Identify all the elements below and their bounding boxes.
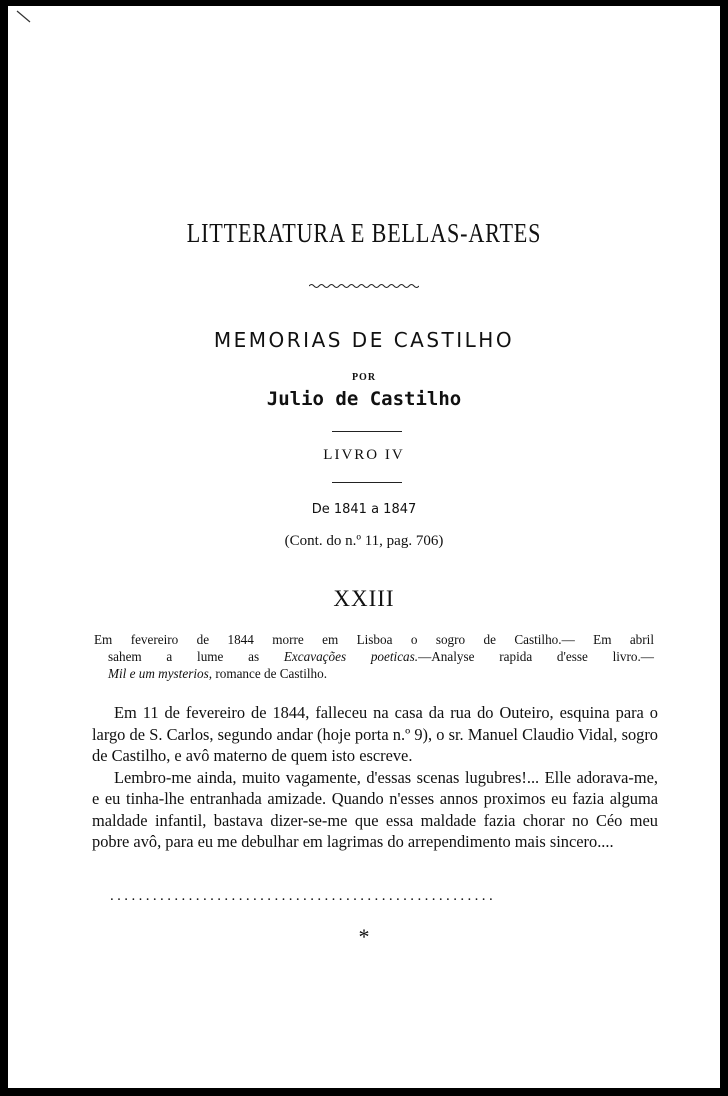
wavy-line-icon [309, 282, 419, 290]
summary-text: —Analyse rapida d'esse livro.— [418, 649, 654, 664]
year-range: De 1841 a 1847 [311, 502, 417, 517]
document-page [8, 6, 720, 1088]
section-title: LITTERATURA E BELLAS-ARTES [186, 218, 542, 248]
divider-rule [332, 431, 402, 432]
divider-rule [332, 482, 402, 483]
paragraph: Em 11 de fevereiro de 1844, falleceu na casa da rua do Outeiro, esquina para o largo de S. Carlos, segundo andar (hoje porta n.º 9), o sr. Manuel Claudio Vidal, sogro de Castilho, e avô materno de quem isto escreve. [92, 703, 658, 765]
asterisk-ornament: * [358, 924, 370, 949]
book-number: LIVRO IV [323, 447, 405, 463]
corner-stroke-mark [16, 10, 32, 24]
summary-line: Em fevereiro de 1844 morre em Lisboa o sogro de Castilho.— Em abril [94, 632, 654, 647]
ellipsis-line: ...................................................... [110, 888, 497, 904]
summary-text: sahem a lume as [108, 649, 284, 664]
summary-line [94, 648, 654, 665]
byline-label: POR [351, 372, 377, 383]
summary-italic: Mil e um mysterios, [108, 666, 213, 681]
body-text [92, 702, 658, 853]
wavy-divider [8, 282, 720, 290]
paragraph: Lembro-me ainda, muito vagamente, d'essas scenas lugubres!... Elle adorava-me, e eu tinha-lhe entranhada amizade. Quando n'esses annos proximos eu fazia alguma maldade infantil, bastava dizer-se-me que essa maldade fazia chorar no Céo meu pobre avô, para eu me debulhar em lagrimas do arrependimento mais sincero.... [92, 767, 658, 851]
article-title: MEMORIAS DE CASTILHO [213, 328, 515, 352]
chapter-summary [94, 631, 654, 682]
summary-italic: Excavações poeticas. [283, 649, 419, 664]
summary-text: romance de Castilho. [212, 666, 328, 681]
summary-line [94, 665, 654, 682]
chapter-number: XXIII [333, 586, 395, 611]
continuation-note: (Cont. do n.º 11, pag. 706) [284, 533, 444, 549]
author-name: Julio de Castilho [266, 388, 462, 410]
